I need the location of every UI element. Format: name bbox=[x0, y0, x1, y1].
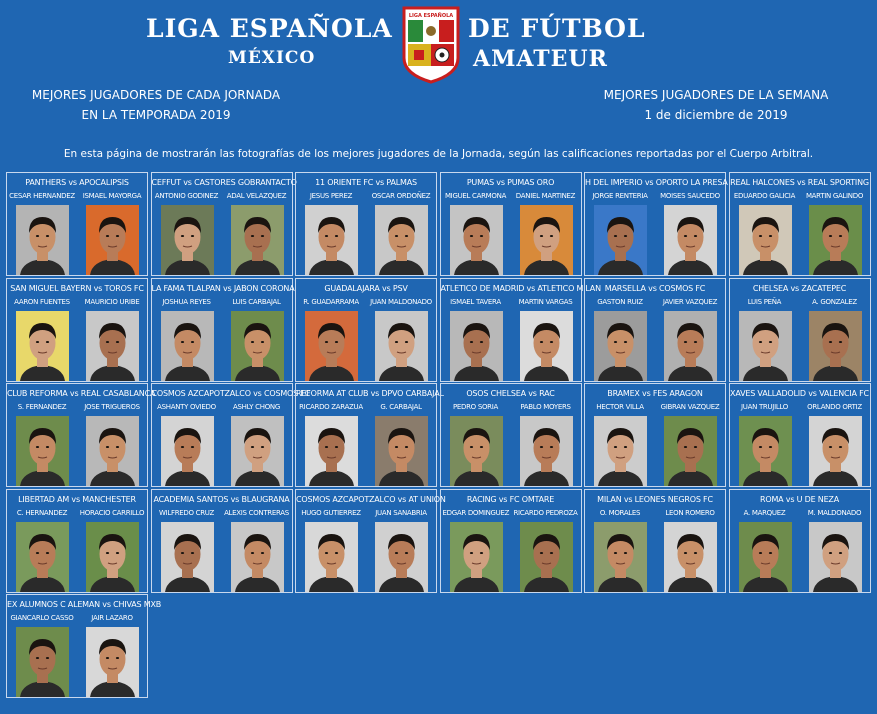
match-cell bbox=[151, 278, 293, 382]
player-photo[interactable] bbox=[231, 522, 284, 592]
match-title: LA FAMA TLALPAN vs JABON CORONA bbox=[151, 283, 295, 293]
player-photo[interactable] bbox=[520, 416, 573, 486]
match-title: COSMOS AZCAPOTZALCO vs AT UNION bbox=[296, 494, 446, 504]
match-cell bbox=[729, 383, 871, 487]
player-photo[interactable] bbox=[86, 627, 139, 697]
title-left: LIGA ESPAÑOLA bbox=[146, 14, 393, 43]
match-cell bbox=[729, 172, 871, 276]
league-logo bbox=[402, 6, 460, 84]
right-heading-line2: 1 de diciembre de 2019 bbox=[644, 108, 788, 122]
match-title: CLUB REFORMA vs REAL CASABLANCA bbox=[7, 389, 156, 398]
match-title: CEFFUT vs CASTORES GOBRANTACTO bbox=[151, 178, 297, 187]
player-name: MARTIN GALINDO bbox=[805, 192, 864, 200]
player-photo[interactable] bbox=[375, 205, 428, 275]
player-name: A. GONZALEZ bbox=[812, 297, 857, 306]
player-photo[interactable] bbox=[305, 311, 358, 381]
match-cell bbox=[6, 278, 148, 382]
player-photo[interactable] bbox=[16, 522, 69, 592]
player-photo[interactable] bbox=[375, 416, 428, 486]
player-photo[interactable] bbox=[231, 311, 284, 381]
player-name: MOISES SAUCEDO bbox=[660, 192, 720, 200]
player-photo[interactable] bbox=[739, 522, 792, 592]
match-title: H DEL IMPERIO vs OPORTO LA PRESA bbox=[585, 178, 728, 187]
player-name: CESAR HERNANDEZ bbox=[9, 192, 75, 200]
match-cell bbox=[6, 489, 148, 593]
player-name: ALEXIS CONTRERAS bbox=[224, 508, 289, 517]
match-cell bbox=[295, 489, 446, 593]
player-photo[interactable] bbox=[16, 416, 69, 486]
player-photo[interactable] bbox=[520, 205, 573, 275]
player-name: ASHANTY OVIEDO bbox=[157, 403, 216, 411]
match-title: PUMAS vs PUMAS ORO bbox=[466, 178, 555, 187]
player-name: GIANCARLO CASSO bbox=[10, 614, 74, 622]
match-cell bbox=[151, 489, 293, 593]
player-name: DANIEL MARTINEZ bbox=[515, 192, 576, 200]
player-photo[interactable] bbox=[161, 522, 214, 592]
player-photo[interactable] bbox=[305, 205, 358, 275]
match-title: LIBERTAD AM vs MANCHESTER bbox=[18, 494, 136, 504]
player-name: ISMAEL MAYORGA bbox=[82, 192, 142, 200]
left-heading-line1: MEJORES JUGADORES DE CADA JORNADA bbox=[31, 88, 281, 102]
player-name: JOSHUA REYES bbox=[162, 297, 211, 306]
player-photo[interactable] bbox=[450, 205, 503, 275]
player-photo[interactable] bbox=[739, 416, 792, 486]
player-name: HUGO GUTIERREZ bbox=[301, 508, 361, 517]
player-photo[interactable] bbox=[664, 522, 717, 592]
player-photo[interactable] bbox=[16, 205, 69, 275]
match-title: XAVES VALLADOLID vs VALENCIA FC bbox=[730, 389, 869, 398]
player-photo[interactable] bbox=[594, 522, 647, 592]
match-title: 11 ORIENTE FC vs PALMAS bbox=[315, 178, 417, 187]
player-photo[interactable] bbox=[375, 311, 428, 381]
player-name: PEDRO SORIA bbox=[452, 403, 498, 411]
player-photo[interactable] bbox=[305, 416, 358, 486]
player-photo[interactable] bbox=[450, 311, 503, 381]
match-cell bbox=[295, 172, 437, 276]
player-photo[interactable] bbox=[231, 205, 284, 275]
left-heading-line2: EN LA TEMPORADA 2019 bbox=[81, 108, 231, 122]
intro-text: En esta página de mostrarán las fotografías de los mejores jugadores de la Jornada, según las calificaciones reportadas por el Cuerpo Arbitral. bbox=[63, 148, 814, 160]
player-name: ISMAEL TAVERA bbox=[450, 297, 501, 306]
player-photo[interactable] bbox=[375, 522, 428, 592]
match-cell bbox=[151, 172, 297, 276]
player-name: MAURICIO URIBE bbox=[84, 297, 140, 306]
subtitle-left: MÉXICO bbox=[228, 48, 316, 68]
player-name: ANTONIO GODINEZ bbox=[154, 192, 219, 200]
match-title: GUADALAJARA vs PSV bbox=[324, 283, 408, 293]
player-name: RICARDO ZARAZUA bbox=[299, 403, 363, 411]
right-heading-line1: MEJORES JUGADORES DE LA SEMANA bbox=[603, 88, 829, 102]
player-photo[interactable] bbox=[809, 205, 862, 275]
player-photo[interactable] bbox=[664, 205, 717, 275]
player-name: ORLANDO ORTIZ bbox=[807, 403, 862, 411]
player-name: LUIS CARBAJAL bbox=[232, 297, 281, 306]
player-name: RICARDO PEDROZA bbox=[513, 508, 578, 517]
player-name: WILFREDO CRUZ bbox=[159, 508, 214, 517]
subtitle-right: AMATEUR bbox=[473, 46, 608, 72]
player-photo[interactable] bbox=[664, 311, 717, 381]
player-photo[interactable] bbox=[809, 416, 862, 486]
match-title: COSMOS AZCAPOTZALCO vs COSMOS FC bbox=[151, 389, 311, 398]
match-cell bbox=[295, 278, 437, 382]
player-name: AARON FUENTES bbox=[14, 297, 70, 306]
player-photo[interactable] bbox=[739, 311, 792, 381]
player-name: G. CARBAJAL bbox=[380, 403, 422, 411]
player-photo[interactable] bbox=[161, 205, 214, 275]
player-name: JORGE RENTERIA bbox=[592, 192, 648, 200]
match-cell bbox=[440, 383, 582, 487]
match-cell bbox=[440, 278, 601, 382]
player-photo[interactable] bbox=[594, 416, 647, 486]
match-cell bbox=[440, 172, 582, 276]
player-name: EDUARDO GALICIA bbox=[733, 192, 796, 200]
player-name: R. GUADARRAMA bbox=[303, 297, 359, 306]
player-photo[interactable] bbox=[809, 311, 862, 381]
player-name: O. MORALES bbox=[599, 508, 641, 517]
player-photo[interactable] bbox=[86, 205, 139, 275]
logo-text: LIGA ESPAÑOLA bbox=[408, 13, 454, 19]
player-name: ADAL VELAZQUEZ bbox=[226, 192, 287, 200]
title-right: DE FÚTBOL bbox=[468, 14, 646, 43]
match-cell bbox=[584, 383, 726, 487]
match-title: ACADEMIA SANTOS vs BLAUGRANA bbox=[153, 494, 290, 504]
match-cell bbox=[729, 489, 871, 593]
player-photo[interactable] bbox=[520, 522, 573, 592]
players-grid bbox=[6, 172, 876, 702]
match-title: EX ALUMNOS C ALEMAN vs CHIVAS MXB bbox=[7, 600, 162, 609]
player-photo[interactable] bbox=[86, 416, 139, 486]
player-photo[interactable] bbox=[231, 416, 284, 486]
player-photo[interactable] bbox=[520, 311, 573, 381]
player-photo[interactable] bbox=[809, 522, 862, 592]
player-photo[interactable] bbox=[664, 416, 717, 486]
player-photo[interactable] bbox=[305, 522, 358, 592]
player-name: ASHLY CHONG bbox=[233, 403, 280, 411]
player-name: LEON ROMERO bbox=[665, 508, 715, 517]
match-title: ROMA vs U DE NEZA bbox=[760, 494, 839, 504]
player-name: EDGAR DOMINGUEZ bbox=[442, 508, 510, 517]
player-photo[interactable] bbox=[86, 522, 139, 592]
match-cell bbox=[729, 278, 871, 382]
match-title: OSOS CHELSEA vs RAC bbox=[466, 389, 555, 398]
player-photo[interactable] bbox=[86, 311, 139, 381]
player-photo[interactable] bbox=[450, 416, 503, 486]
match-cell bbox=[6, 383, 156, 487]
match-title: PANTHERS vs APOCALIPSIS bbox=[25, 178, 129, 187]
player-name: OSCAR ORDOÑEZ bbox=[371, 192, 431, 200]
match-cell bbox=[6, 172, 148, 276]
player-name: M. MALDONADO bbox=[807, 508, 862, 517]
match-title: REAL HALCONES vs REAL SPORTING bbox=[730, 178, 869, 187]
match-cell bbox=[584, 489, 726, 593]
match-title: SAN MIGUEL BAYERN vs TOROS FC bbox=[10, 283, 144, 293]
player-name: S. FERNANDEZ bbox=[17, 403, 67, 411]
player-name: JUAN SANABRIA bbox=[375, 508, 427, 517]
match-title: MILAN vs LEONES NEGROS FC bbox=[597, 494, 713, 504]
player-photo[interactable] bbox=[594, 205, 647, 275]
player-name: LUIS PEÑA bbox=[747, 297, 782, 306]
player-name: MARTIN VARGAS bbox=[518, 297, 573, 306]
player-name: JAVIER VAZQUEZ bbox=[662, 297, 718, 306]
player-name: JESUS PEREZ bbox=[309, 192, 353, 200]
player-photo[interactable] bbox=[739, 205, 792, 275]
match-title: MARSELLA vs COSMOS FC bbox=[604, 283, 706, 293]
player-name: PABLO MOYERS bbox=[520, 403, 571, 411]
match-cell bbox=[6, 594, 162, 698]
match-cell bbox=[440, 489, 582, 593]
player-name: JAIR LAZARO bbox=[91, 614, 133, 622]
player-name: A. MARQUEZ bbox=[743, 508, 786, 517]
player-name: JUAN MALDONADO bbox=[370, 297, 432, 306]
match-title: CHELSEA vs ZACATEPEC bbox=[752, 283, 847, 293]
player-photo[interactable] bbox=[16, 311, 69, 381]
player-name: C. HERNANDEZ bbox=[16, 508, 68, 517]
player-photo[interactable] bbox=[161, 416, 214, 486]
player-name: GIBRAN VAZQUEZ bbox=[660, 403, 720, 411]
player-photo[interactable] bbox=[16, 627, 69, 697]
match-cell bbox=[295, 383, 444, 487]
match-cell bbox=[584, 278, 726, 382]
player-name: HECTOR VILLA bbox=[596, 403, 644, 411]
match-title: RACING vs FC OMTARE bbox=[466, 494, 555, 504]
player-name: JUAN TRUJILLO bbox=[741, 403, 788, 411]
match-title: REFORMA AT CLUB vs DPVO CARBAJAL bbox=[296, 389, 444, 398]
player-name: HORACIO CARRILLO bbox=[79, 508, 145, 517]
player-photo[interactable] bbox=[450, 522, 503, 592]
match-cell bbox=[584, 172, 726, 276]
player-name: JOSE TRIGUEROS bbox=[84, 403, 140, 411]
player-photo[interactable] bbox=[161, 311, 214, 381]
match-title: BRAMEX vs FES ARAGON bbox=[607, 389, 703, 398]
match-cell bbox=[151, 383, 311, 487]
player-photo[interactable] bbox=[594, 311, 647, 381]
player-name: GASTON RUIZ bbox=[597, 297, 643, 306]
match-title: ATLETICO DE MADRID vs ATLETICO MILAN bbox=[440, 283, 601, 293]
player-name: MIGUEL CARMONA bbox=[444, 192, 507, 200]
